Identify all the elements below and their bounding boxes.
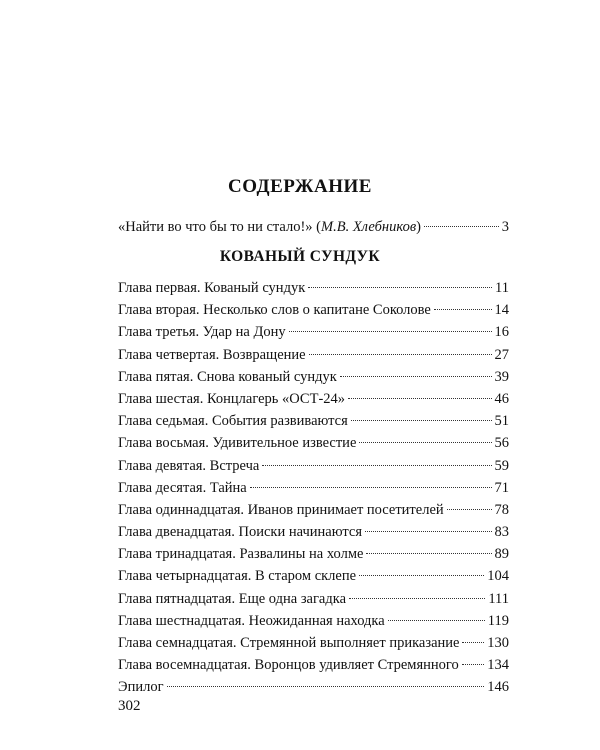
dot-leader — [359, 442, 491, 443]
chapter-list — [118, 279, 509, 701]
toc-entry-page: 3 — [501, 219, 509, 235]
toc-entry-label: Глава шестнадцатая. Неожиданная находка — [118, 612, 385, 629]
page-number: 302 — [118, 698, 141, 714]
dot-leader — [309, 354, 492, 355]
toc-entry — [118, 612, 509, 634]
toc-entry-page: 27 — [494, 346, 509, 363]
dot-leader — [366, 553, 491, 554]
toc-entry-page: 119 — [487, 612, 509, 629]
toc-entry-label: Глава шестая. Концлагерь «ОСТ-24» — [118, 390, 346, 407]
preface-title-end: ) — [416, 219, 421, 235]
toc-entry-page: 51 — [494, 413, 509, 430]
toc-entry-page: 83 — [494, 524, 509, 541]
toc-entry — [118, 390, 509, 412]
toc-entry-label: Глава двенадцатая. Поиски начинаются — [118, 524, 362, 541]
dot-leader — [340, 376, 492, 377]
toc-entry — [118, 523, 509, 545]
toc-entry-label: Глава десятая. Тайна — [118, 479, 247, 496]
toc-entry-page: 78 — [494, 501, 509, 518]
toc-entry-label: Глава первая. Кованый сундук — [118, 280, 306, 296]
toc-entry — [118, 567, 509, 589]
dot-leader — [348, 398, 491, 399]
toc-entry-page: 11 — [495, 280, 509, 296]
toc-entry — [118, 434, 509, 456]
dot-leader — [447, 509, 492, 510]
toc-entry-page: 56 — [494, 435, 509, 452]
dot-leader — [462, 642, 484, 643]
toc-entry-page: 71 — [494, 479, 509, 496]
toc-entry-label: Глава третья. Удар на Дону — [118, 324, 286, 341]
toc-entry-label: Глава восемнадцатая. Воронцов удивляет Стремянного — [118, 657, 459, 674]
toc-entry — [118, 368, 509, 390]
toc-entry — [118, 301, 509, 323]
toc-entry — [118, 501, 509, 523]
toc-entry-label: Глава вторая. Несколько слов о капитане Соколове — [118, 302, 431, 319]
dot-leader — [167, 686, 485, 687]
preface-author: М.В. Хлебников — [321, 219, 417, 235]
dot-leader — [308, 287, 492, 288]
dot-leader — [349, 598, 485, 599]
toc-entry — [118, 656, 509, 678]
toc-entry — [118, 279, 509, 301]
toc-entry — [118, 545, 509, 567]
toc-entry — [118, 634, 509, 656]
toc-entry — [118, 590, 509, 612]
toc-entry-page: 111 — [488, 590, 509, 607]
toc-entry-label: Глава пятнадцатая. Еще одна загадка — [118, 590, 347, 607]
toc-entry-label: Глава девятая. Встреча — [118, 457, 260, 474]
toc-entry-label — [118, 218, 421, 236]
dot-leader — [289, 331, 492, 332]
toc-entry — [118, 457, 509, 479]
toc-entry-label: Глава тринадцатая. Развалины на холме — [118, 546, 364, 563]
toc-entry-page: 14 — [494, 302, 509, 319]
toc-entry-page: 130 — [487, 635, 509, 651]
dot-leader — [262, 465, 491, 466]
dot-leader — [388, 620, 485, 621]
toc-entry-label: Глава седьмая. События развиваются — [118, 413, 348, 430]
toc-entry-preface — [118, 218, 509, 236]
contents-heading: СОДЕРЖАНИЕ — [228, 176, 372, 197]
preface-title: «Найти во что бы то ни стало!» ( — [118, 219, 322, 235]
toc-entry-label: Глава семнадцатая. Стремянной выполняет приказание — [118, 635, 460, 651]
toc-entry — [118, 323, 509, 345]
toc-entry-label: Глава восьмая. Удивительное известие — [118, 435, 357, 452]
dot-leader — [359, 575, 484, 576]
toc-entry-page: 134 — [487, 657, 509, 674]
dot-leader — [462, 664, 485, 665]
toc-entry-page: 46 — [494, 390, 509, 407]
dot-leader — [365, 531, 492, 532]
toc-entry-page: 59 — [494, 457, 509, 474]
dot-leader — [424, 226, 499, 227]
toc-entry-label: Глава четырнадцатая. В старом склепе — [118, 568, 357, 585]
toc-entry-page: 39 — [494, 368, 509, 385]
dot-leader — [351, 420, 492, 421]
toc-entry-label: Эпилог — [118, 679, 164, 696]
toc-entry-epilogue — [118, 678, 509, 700]
toc-entry — [118, 346, 509, 368]
toc-entry — [118, 412, 509, 434]
toc-entry-page: 16 — [494, 324, 509, 341]
toc-entry-page: 104 — [487, 568, 509, 585]
toc-entry-label: Глава четвертая. Возвращение — [118, 346, 306, 363]
toc-entry-page: 146 — [487, 679, 509, 696]
toc-entry-page: 89 — [494, 546, 509, 563]
toc-entry — [118, 479, 509, 501]
toc-entry-label: Глава одиннадцатая. Иванов принимает посетителей — [118, 501, 444, 518]
dot-leader — [434, 309, 492, 310]
toc-entry-label: Глава пятая. Снова кованый сундук — [118, 368, 337, 385]
dot-leader — [250, 487, 492, 488]
section-heading: КОВАНЫЙ СУНДУК — [219, 248, 381, 265]
